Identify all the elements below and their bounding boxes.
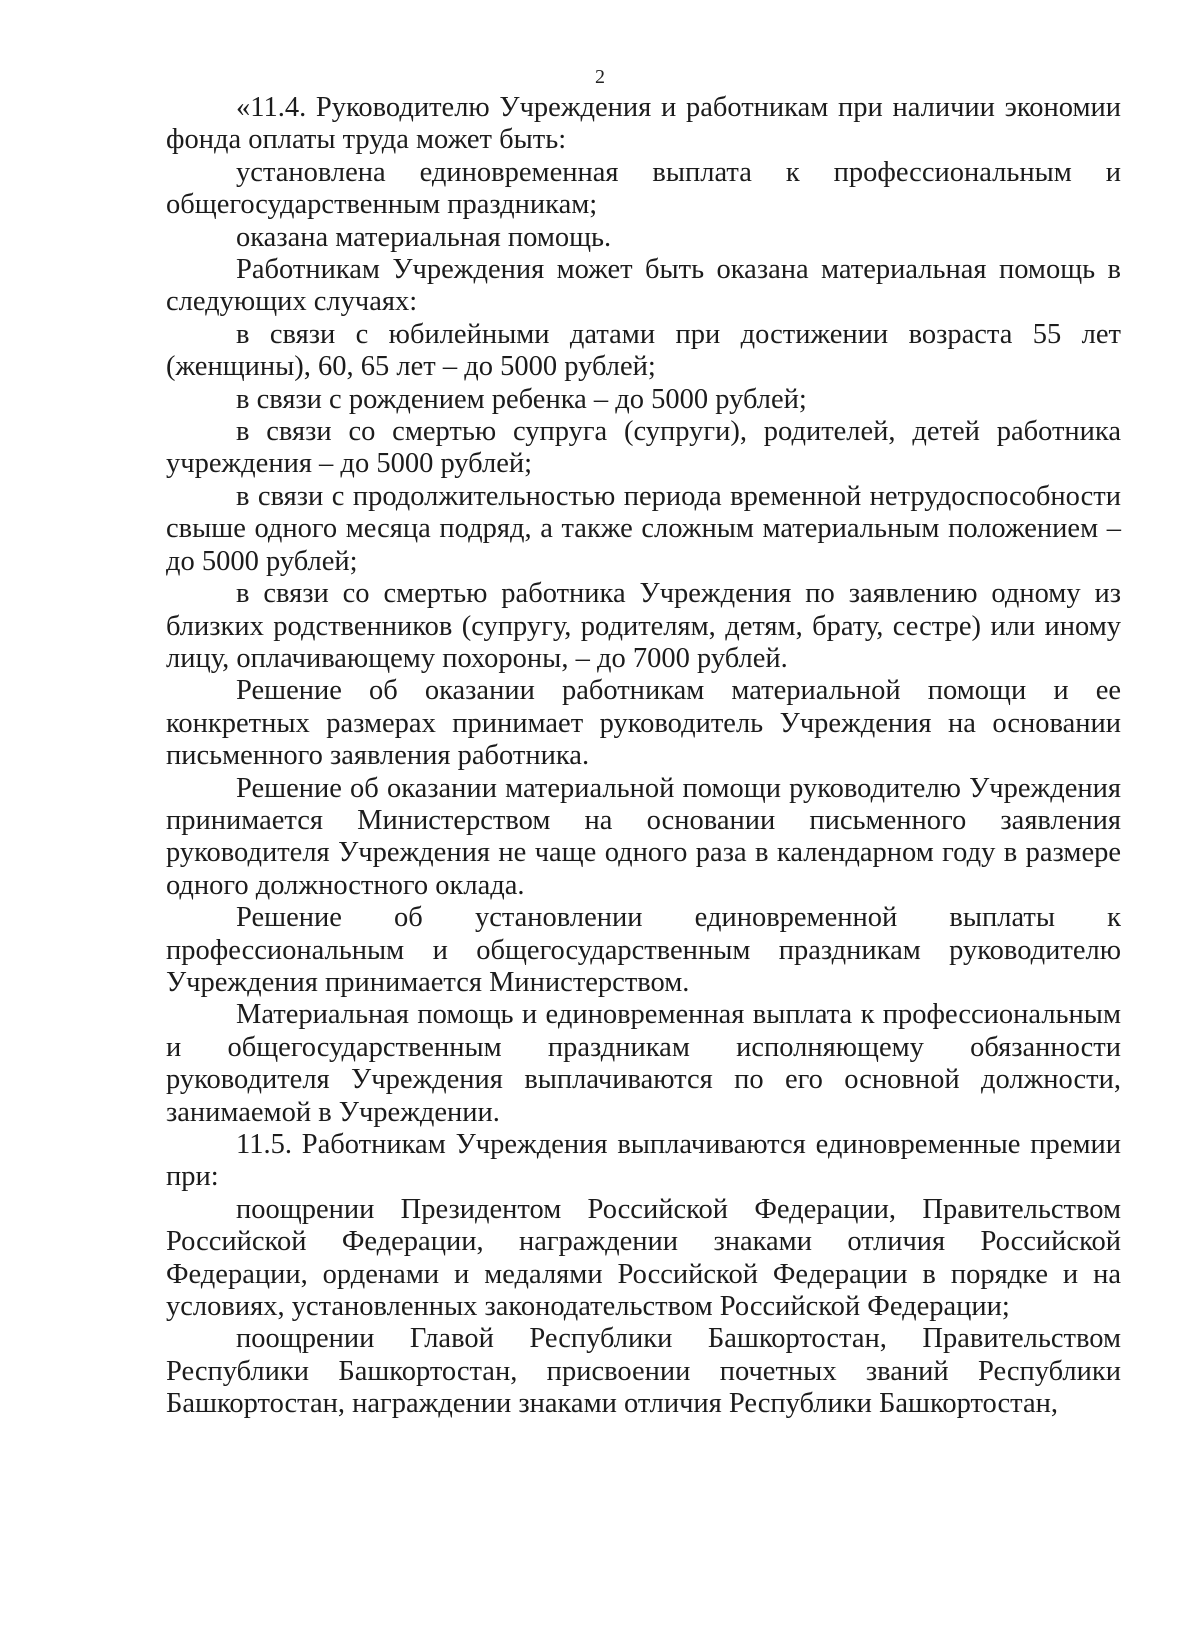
paragraph: в связи с продолжительностью периода временной нетрудоспособности свыше одного месяца подряд, а также сложным материальным положением – до 5000 рублей; [166,480,1121,577]
paragraph: оказана материальная помощь. [236,221,612,253]
paragraph: в связи с рождением ребенка – до 5000 рублей; [236,383,807,415]
paragraph: установлена единовременная выплата к профессиональным и общегосударственным праздникам; [166,156,1121,221]
paragraph: Решение об оказании материальной помощи руководителю Учреждения принимается Министерством на основании письменного заявления руководителя Учреждения не чаще одного раза в календарном году в размере одного должностного оклада. [166,772,1121,901]
paragraph: в связи с юбилейными датами при достижении возраста 55 лет (женщины), 60, 65 лет – до 5000 рублей; [166,318,1121,383]
paragraph: Работникам Учреждения может быть оказана материальная помощь в следующих случаях: [166,254,1121,318]
paragraph: 11.5. Работникам Учреждения выплачиваются единовременные премии при: [166,1129,1121,1193]
paragraph: в связи со смертью супруга (супруги), родителей, детей работника учреждения – до 5000 рублей; [166,416,1121,480]
paragraph: «11.4. Руководителю Учреждения и работникам при наличии экономии фонда оплаты труда может быть: [166,92,1121,156]
paragraph: поощрении Главой Республики Башкортостан, Правительством Республики Башкортостан, присвоении почетных званий Республики Башкортостан, награждении знаками отличия Республики Башкортостан, [166,1323,1121,1420]
paragraph: в связи со смертью работника Учреждения по заявлению одному из близких родственников (супругу, родителям, детям, брату, сестре) или иному лицу, оплачивающему похороны, – до 7000 рублей. [166,578,1121,674]
document-body [166,92,1121,1421]
paragraph: поощрении Президентом Российской Федерации, Правительством Российской Федерации, награждении знаками отличия Российской Федерации, орденами и медалями Российской Федерации в порядке и на условиях, установленных законодательством Российской Федерации; [166,1193,1121,1323]
paragraph: Решение об оказании работникам материальной помощи и ее конкретных размерах принимает руководитель Учреждения на основании письменного заявления работника. [166,675,1121,772]
paragraph: Материальная помощь и единовременная выплата к профессиональным и общегосударственным праздникам исполняющему обязанности руководителя Учреждения выплачиваются по его основной должности, занимаемой в Учреждении. [166,999,1121,1128]
paragraph: Решение об установлении единовременной выплаты к профессиональным и общегосударственным праздникам руководителю Учреждения принимается Министерством. [166,902,1121,998]
page-number: 2 [595,66,605,88]
